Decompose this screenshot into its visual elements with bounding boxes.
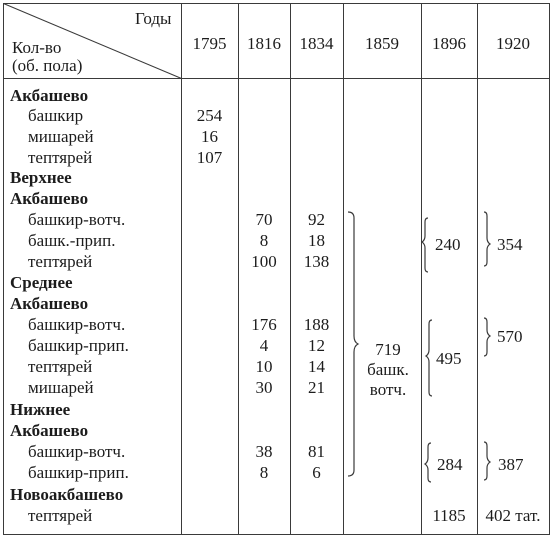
year-1834: 1834 — [299, 34, 334, 53]
cell-1795: 16 — [201, 127, 218, 146]
village-name: Акбашево — [10, 189, 89, 208]
row-label: башкир — [28, 106, 84, 125]
year-1795: 1795 — [192, 34, 227, 53]
cell-1816: 70 — [255, 210, 273, 229]
group-1920-value: 354 — [497, 235, 523, 254]
village-name: Верхнее — [10, 168, 72, 187]
cell-1816: 8 — [259, 463, 269, 482]
cell-1816: 100 — [251, 252, 277, 271]
row-label: тептярей — [28, 506, 93, 525]
cell-1834: 18 — [308, 231, 325, 250]
cell-1834: 14 — [308, 357, 325, 376]
year-1816: 1816 — [247, 34, 281, 53]
cell-1834: 12 — [308, 336, 325, 355]
brace-1896 — [422, 218, 432, 482]
row-label: башкир-вотч. — [28, 210, 126, 229]
cell-1834: 188 — [303, 315, 330, 334]
cell-1834: 92 — [308, 210, 325, 229]
brace-1859 — [348, 212, 358, 476]
row-label: тептярей — [28, 148, 93, 167]
cell-1816: 4 — [259, 336, 269, 355]
cell-1816: 176 — [251, 315, 277, 334]
count-label: Кол-во — [12, 38, 62, 57]
row-label: башкир-прип. — [28, 463, 129, 482]
merged-1859-label: вотч. — [369, 380, 407, 399]
village-name: Акбашево — [10, 421, 89, 440]
row-label: мишарей — [28, 378, 94, 397]
group-1896-value: 284 — [437, 455, 463, 474]
brace-1920 — [484, 212, 490, 480]
cell-1816: 38 — [255, 442, 273, 461]
years-label: Годы — [135, 9, 172, 28]
village-name: Акбашево — [10, 86, 89, 105]
cell-1834: 6 — [312, 463, 321, 482]
cell-1795: 254 — [196, 106, 223, 125]
group-1896-value: 495 — [436, 349, 462, 368]
cell-1816: 10 — [255, 357, 273, 376]
row-label: башк.-прип. — [28, 231, 116, 250]
row-label: башкир-прип. — [28, 336, 129, 355]
cell-1795: 107 — [196, 148, 223, 167]
row-label: башкир-вотч. — [28, 315, 126, 334]
row-label: тептярей — [28, 357, 93, 376]
village-name: Нижнее — [10, 400, 71, 419]
cell-1920: 402 тат. — [485, 506, 541, 525]
sex-label: (об. пола) — [12, 56, 83, 75]
group-1920-value: 570 — [497, 327, 523, 346]
cell-1816: 8 — [259, 231, 269, 250]
merged-1859-label: башк. — [367, 360, 409, 379]
merged-1859-value: 719 — [375, 340, 401, 359]
year-1859: 1859 — [365, 34, 399, 53]
village-name: Новоакбашево — [10, 485, 124, 504]
group-1896-value: 240 — [435, 235, 461, 254]
row-label: тептярей — [28, 252, 93, 271]
cell-1896: 1185 — [432, 506, 466, 525]
cell-1816: 30 — [255, 378, 273, 397]
village-name: Среднее — [10, 273, 73, 292]
year-1920: 1920 — [496, 34, 530, 53]
cell-1834: 81 — [308, 442, 325, 461]
cell-1834: 138 — [303, 252, 330, 271]
village-name: Акбашево — [10, 294, 89, 313]
group-1920-value: 387 — [498, 455, 524, 474]
cell-1834: 21 — [308, 378, 325, 397]
row-label: башкир-вотч. — [28, 442, 126, 461]
year-1896: 1896 — [432, 34, 466, 53]
row-label: мишарей — [28, 127, 94, 146]
